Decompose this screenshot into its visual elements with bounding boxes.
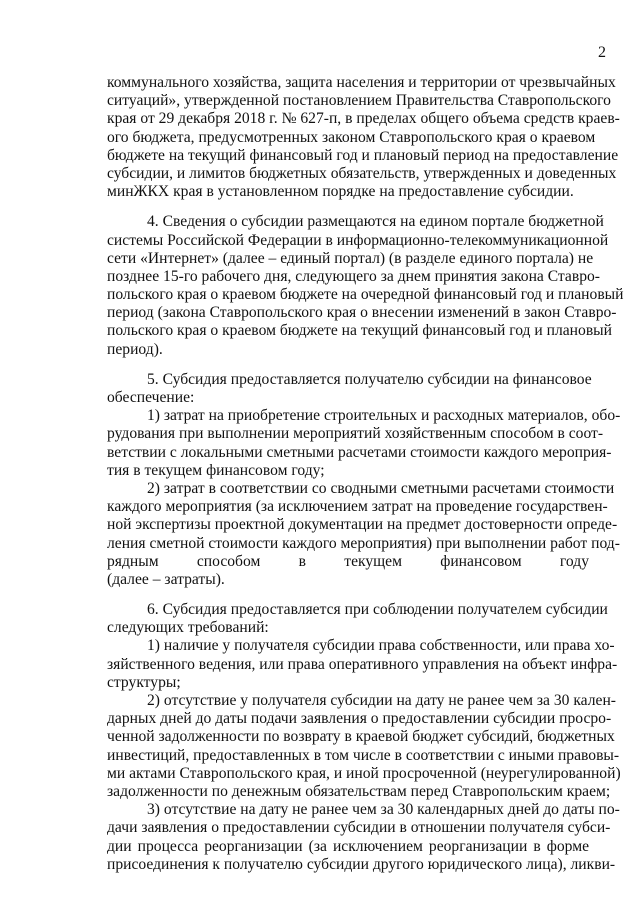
text-line: 3) отсутствие на дату не ранее чем за 30 календарных дней до даты по- (147, 801, 620, 819)
text-line: ной экспертизы проектной документации на предмет достоверности опреде- (107, 516, 618, 534)
text-line: каждого мероприятия (за исключением затрат на проведение государствен- (107, 498, 608, 516)
text-line: ления сметной стоимости каждого мероприятия) при выполнении работ под- (107, 534, 620, 552)
paragraph (107, 637, 618, 692)
text-line: тия в текущем финансовом году; (107, 461, 325, 479)
paragraph (107, 479, 620, 589)
text-line: рядным способом в текущем финансовом году (107, 552, 589, 570)
text-line: дии процесса реорганизации (за исключением реорганизации в форме (107, 837, 589, 855)
text-line: обеспечение: (107, 389, 195, 406)
text-line: ситуаций», утвержденной постановлением Правительства Ставропольского (107, 92, 611, 110)
paragraph-gap (107, 201, 589, 213)
text-line: коммунального хозяйства, защита населения и территории от чрезвычайных (107, 74, 616, 91)
text-line: бюджете на текущий финансовый год и плановый период на предоставление (107, 146, 619, 164)
text-line: структуры; (107, 673, 181, 691)
paragraph (107, 601, 608, 637)
text-line: инвестиций, предоставленных в том числе в соответствии с иными правовы- (107, 746, 620, 764)
text-line: ветствии с локальными сметными расчетами стоимости каждого мероприя- (107, 443, 612, 461)
paragraph-gap (107, 359, 589, 371)
document-body (107, 74, 624, 874)
page-number: 2 (598, 44, 606, 61)
paragraph (107, 370, 592, 407)
text-line: ми актами Ставропольского края, и иной просроченной (неурегулированной) (107, 764, 621, 782)
text-line: 1) затрат на приобретение строительных и расходных материалов, обо- (147, 407, 621, 425)
paragraph (107, 801, 620, 874)
text-line: польского края о краевом бюджете на очередной финансовый год и плановый (107, 286, 624, 304)
paragraph (107, 407, 621, 480)
text-line: ченной задолженности по возврату в краевой бюджет субсидий, бюджетных (107, 728, 615, 746)
text-line: следующих требований: (107, 619, 269, 637)
text-line: присоединения к получателю субсидии другого юридического лица), ликви- (107, 855, 616, 873)
text-line: задолженности по денежным обязательствам перед Ставропольским краем; (107, 782, 611, 800)
text-line: (далее – затраты). (107, 570, 225, 588)
text-line: период). (107, 340, 163, 358)
text-line: 6. Субсидия предоставляется при соблюдении получателем субсидии (147, 601, 608, 619)
text-line: позднее 15-го рабочего дня, следующего за днем принятия закона Ставро- (107, 267, 600, 285)
text-line: польского края о краевом бюджете на текущий финансовый год и плановый (107, 322, 612, 340)
text-line: период (закона Ставропольского края о внесении изменений в закон Ставро- (107, 304, 617, 322)
text-line: 2) затрат в соответствии со сводными сметными расчетами стоимости (147, 479, 615, 497)
text-line: дачи заявления о предоставлении субсидии в отношении получателя субси- (107, 819, 611, 837)
paragraph-gap (107, 589, 589, 601)
text-line: ого бюджета, предусмотренных законом Ставропольского края о краевом (107, 128, 596, 146)
text-line: дарных дней до даты подачи заявления о предоставлении субсидии просро- (107, 710, 612, 728)
text-line: зяйственного ведения, или права оперативного управления на объект инфра- (107, 655, 618, 673)
text-line: 5. Субсидия предоставляется получателю субсидии на финансовое (147, 370, 592, 388)
text-line: системы Российской Федерации в информационно-телекоммуникационной (107, 231, 609, 249)
text-line: сети «Интернет» (далее – единый портал) (в разделе единого портала) не (107, 249, 594, 267)
text-line: 2) отсутствие у получателя субсидии на дату не ранее чем за 30 кален- (147, 692, 616, 709)
text-line: 4. Сведения о субсидии размещаются на едином портале бюджетной (147, 213, 604, 231)
text-line: 1) наличие у получателя субсидии права собственности, или права хо- (147, 637, 615, 655)
text-line: края от 29 декабря 2018 г. № 627-п, в пределах общего объема средств краев- (107, 110, 620, 128)
text-line: минЖКХ края в установленном порядке на предоставление субсидии. (107, 183, 574, 201)
paragraph (107, 692, 621, 801)
text-line: субсидии, и лимитов бюджетных обязательств, утвержденных и доведенных (107, 164, 617, 182)
paragraph (107, 213, 624, 359)
paragraph (107, 74, 620, 201)
text-line: рудования при выполнении мероприятий хозяйственным способом в соот- (107, 425, 604, 443)
